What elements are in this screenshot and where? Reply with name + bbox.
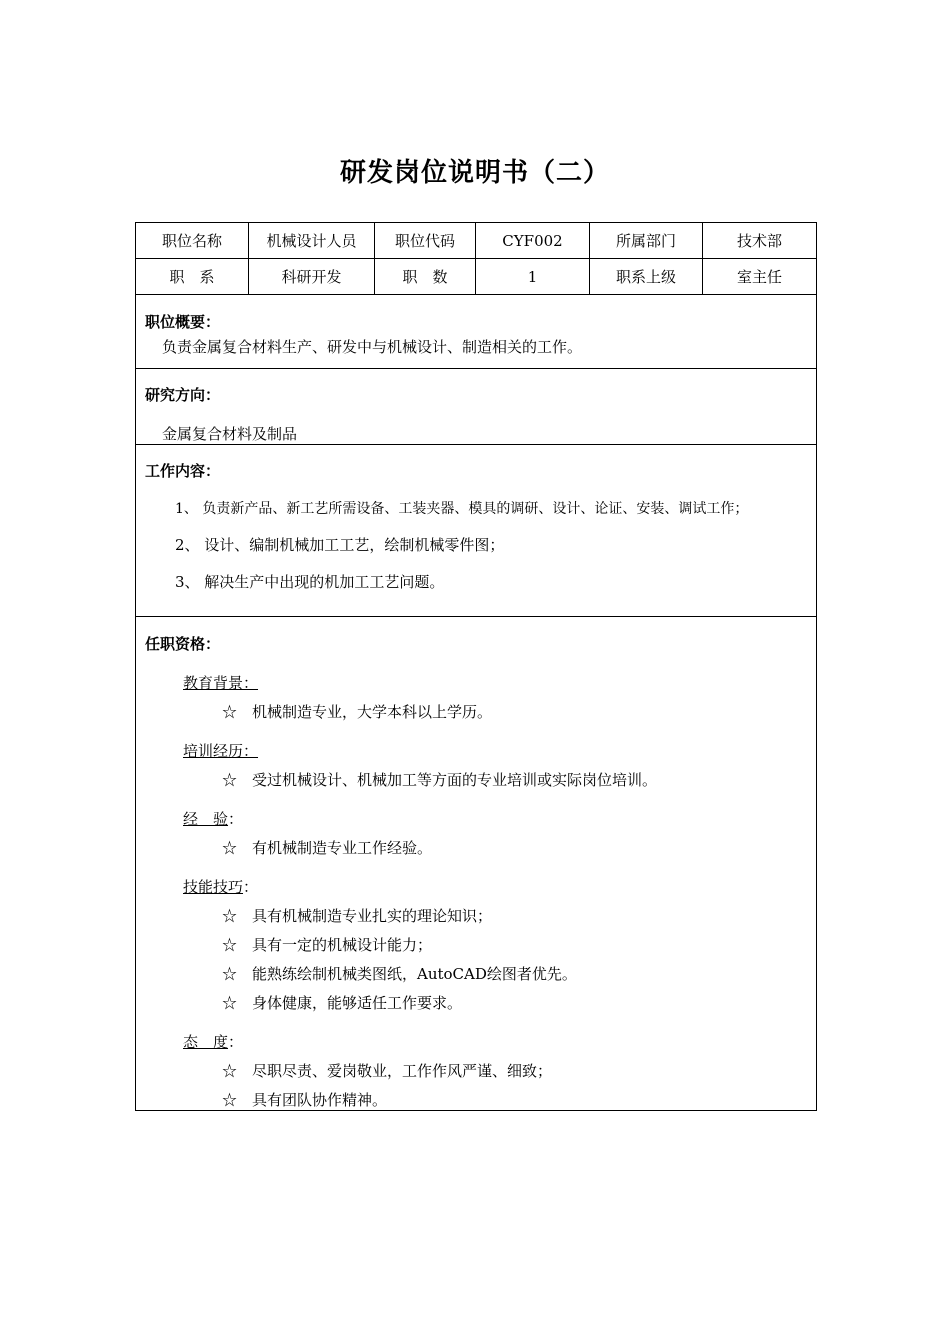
summary-title: 职位概要：: [145, 313, 221, 331]
work-item: 2、 设计、编制机械加工工艺，绘制机械零件图；: [175, 536, 505, 554]
header-row-2: [136, 259, 817, 295]
work-row: [136, 445, 817, 617]
training-item: ☆ 受过机械设计、机械加工等方面的专业培训或实际岗位培训。: [222, 771, 658, 789]
research-title: 研究方向：: [145, 386, 221, 404]
attitude-item: ☆ 尽职尽责、爱岗敬业，工作作风严谨、细致；: [222, 1062, 553, 1080]
skills-item: ☆ 具有一定的机械设计能力；: [222, 936, 433, 954]
attitude-colon: ：: [228, 1033, 244, 1051]
experience-heading: [145, 808, 816, 829]
education-heading: [145, 672, 816, 693]
job-description-table: [135, 222, 817, 1111]
skills-item: ☆ 具有机械制造专业扎实的理论知识；: [222, 907, 493, 925]
summary-text: 负责金属复合材料生产、研发中与机械设计、制造相关的工作。: [162, 338, 583, 356]
summary-row: [136, 295, 817, 369]
value-job-family: 科研开发: [249, 259, 375, 295]
qualifications-section: [136, 617, 817, 1111]
label-department: 所属部门: [590, 223, 703, 259]
skills-colon: ：: [243, 878, 259, 896]
work-item: 3、 解决生产中出现的机加工工艺问题。: [175, 573, 445, 591]
skills-item: ☆ 能熟练绘制机械类图纸，AutoCAD绘图者优先。: [222, 965, 577, 983]
skills-label: 技能技巧: [183, 878, 244, 896]
document-title: 研发岗位说明书（二）: [339, 158, 610, 188]
research-text: 金属复合材料及制品: [162, 425, 298, 443]
value-position-code: CYF002: [476, 223, 590, 259]
qualifications-row: [136, 617, 817, 1111]
training-label: 培训经历：: [183, 742, 259, 760]
research-row: [136, 369, 817, 445]
experience-item: ☆ 有机械制造专业工作经验。: [222, 839, 433, 857]
attitude-label: 态 度: [183, 1033, 229, 1051]
research-section: [136, 369, 817, 445]
label-position-name: 职位名称: [136, 223, 249, 259]
attitude-heading: [145, 1031, 816, 1052]
label-job-family: 职 系: [136, 259, 249, 295]
label-supervisor: 职系上级: [590, 259, 703, 295]
experience-colon: ：: [228, 810, 244, 828]
training-heading: [145, 740, 816, 761]
skills-item: ☆ 身体健康，能够适任工作要求。: [222, 994, 463, 1012]
experience-label: 经 验: [183, 810, 229, 828]
qualifications-title: 任职资格：: [145, 635, 221, 653]
value-headcount: 1: [476, 259, 590, 295]
work-title: 工作内容：: [145, 462, 221, 480]
attitude-item: ☆ 具有团队协作精神。: [222, 1091, 388, 1109]
summary-section: [136, 295, 817, 369]
education-label: 教育背景：: [183, 674, 259, 692]
work-section: [136, 445, 817, 617]
value-supervisor: 室主任: [703, 259, 817, 295]
work-item: 1、 负责新产品、新工艺所需设备、工装夹器、模具的调研、设计、论证、安装、调试工作；: [175, 501, 749, 517]
skills-heading: [145, 876, 816, 897]
header-row-1: [136, 223, 817, 259]
label-position-code: 职位代码: [375, 223, 476, 259]
education-item: ☆ 机械制造专业，大学本科以上学历。: [222, 703, 493, 721]
value-position-name: 机械设计人员: [249, 223, 375, 259]
value-department: 技术部: [703, 223, 817, 259]
label-headcount: 职 数: [375, 259, 476, 295]
